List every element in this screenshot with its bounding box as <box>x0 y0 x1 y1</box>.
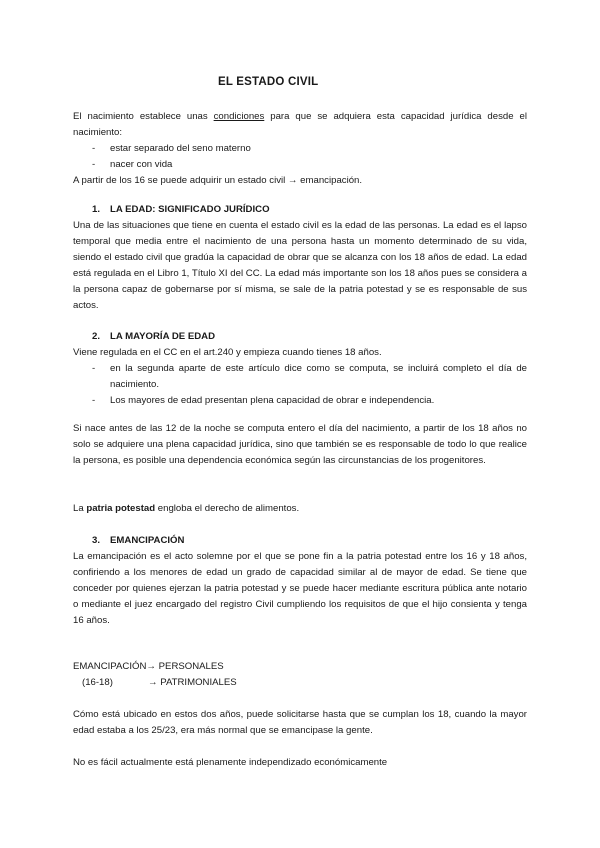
section-1-heading-text: LA EDAD: SIGNIFICADO JURÍDICO <box>110 204 270 215</box>
intro-list-item: - estar separado del seno materno <box>73 141 527 157</box>
section-2-heading <box>73 329 527 345</box>
section-2-paragraph-block <box>73 421 527 469</box>
intro-list-item: - nacer con vida <box>73 157 527 173</box>
section-2-number: 2. <box>92 331 101 342</box>
closing-paragraph-2: No es fácil actualmente está plenamente independizado económicamente <box>73 757 388 768</box>
section-1 <box>73 202 527 314</box>
section-3-body: La emancipación es el acto solemne por el que se pone fin a la patria potestad entre los 16 y 18 años, confiriendo a los menores de edad un grado de capacidad similar al de mayor de edad. Se tiene que conceder por quienes ejerzan la patria potestad y se puede hacer mediante escritura pública ante notario o mediante el juez encargado del registro Civil cumpliendo los requisitos de que el hijo consienta y tenga 16 años. <box>73 551 527 626</box>
scheme-age-range: (16-18) <box>82 677 113 688</box>
section-1-body: Una de las situaciones que tiene en cuenta el estado civil es la edad de las personas. La edad es el lapso temporal que media entre el nacimiento de una persona hasta un momento determinado de su vida, siendo el estado civil que gradúa la capacidad de obrar que se alcanza con los 18 años de edad. La edad está regulada en el Libro 1, Título XI del CC. La edad más importante son los 18 años pues se considera a la persona capaz de gobernarse por sí misma, se sale de la patria potestad y se es responsable de sus actos. <box>73 220 527 311</box>
scheme-line-1: EMANCIPACIÓN→ PERSONALES <box>73 661 224 672</box>
section-2-list-item: - en la segunda aparte de este artículo dice como se computa, se incluirá completo el día de nacimiento. <box>73 361 527 393</box>
intro-block <box>73 109 527 189</box>
patria-text-post: engloba el derecho de alimentos. <box>155 503 300 514</box>
intro-text-pre: El nacimiento establece unas <box>73 111 214 122</box>
scheme-patrimoniales: → PATRIMONIALES <box>148 677 237 688</box>
closing-paragraph-1-block <box>73 707 527 739</box>
section-3-number: 3. <box>92 535 101 546</box>
section-2 <box>73 329 527 409</box>
section-2-lead: Viene regulada en el CC en el art.240 y empieza cuando tienes 18 años. <box>73 347 382 358</box>
section-3 <box>73 533 527 629</box>
patria-text-pre: La <box>73 503 87 514</box>
patria-potestad-block <box>73 501 527 517</box>
emancipation-scheme <box>73 659 527 691</box>
section-3-heading-text: EMANCIPACIÓN <box>110 535 185 546</box>
section-1-heading <box>73 202 527 218</box>
section-3-heading <box>73 533 527 549</box>
section-2-paragraph: Si nace antes de las 12 de la noche se computa entero el día del nacimiento, a partir de los 18 años no solo se adquiere una plena capacidad jurídica, sino que también se es responsable de todo lo que realice la persona, es posible una dependencia económica según las circunstancias de los progenitores. <box>73 423 527 466</box>
intro-paragraph <box>73 109 527 141</box>
document-title: EL ESTADO CIVIL <box>218 76 319 88</box>
section-2-heading-text: LA MAYORÍA DE EDAD <box>110 331 216 342</box>
patria-potestad-line <box>73 501 527 517</box>
closing-paragraph-1: Cómo está ubicado en estos dos años, puede solicitarse hasta que se cumplan los 18, cuando la mayor edad estaba a los 25/23, era más normal que se emancipase la gente. <box>73 709 527 736</box>
scheme-line-2 <box>73 675 527 691</box>
section-1-number: 1. <box>92 204 101 215</box>
section-2-list-item: - Los mayores de edad presentan plena capacidad de obrar e independencia. <box>73 393 527 409</box>
patria-bold-term: patria potestad <box>86 503 156 514</box>
emancipation-line: A partir de los 16 se puede adquirir un estado civil → emancipación. <box>73 175 363 186</box>
closing-paragraph-2-block <box>73 755 527 771</box>
intro-text-post: para que se adquiera esta capacidad jurídica desde el nacimiento: <box>73 111 527 138</box>
intro-underlined-word: condiciones <box>213 111 265 122</box>
